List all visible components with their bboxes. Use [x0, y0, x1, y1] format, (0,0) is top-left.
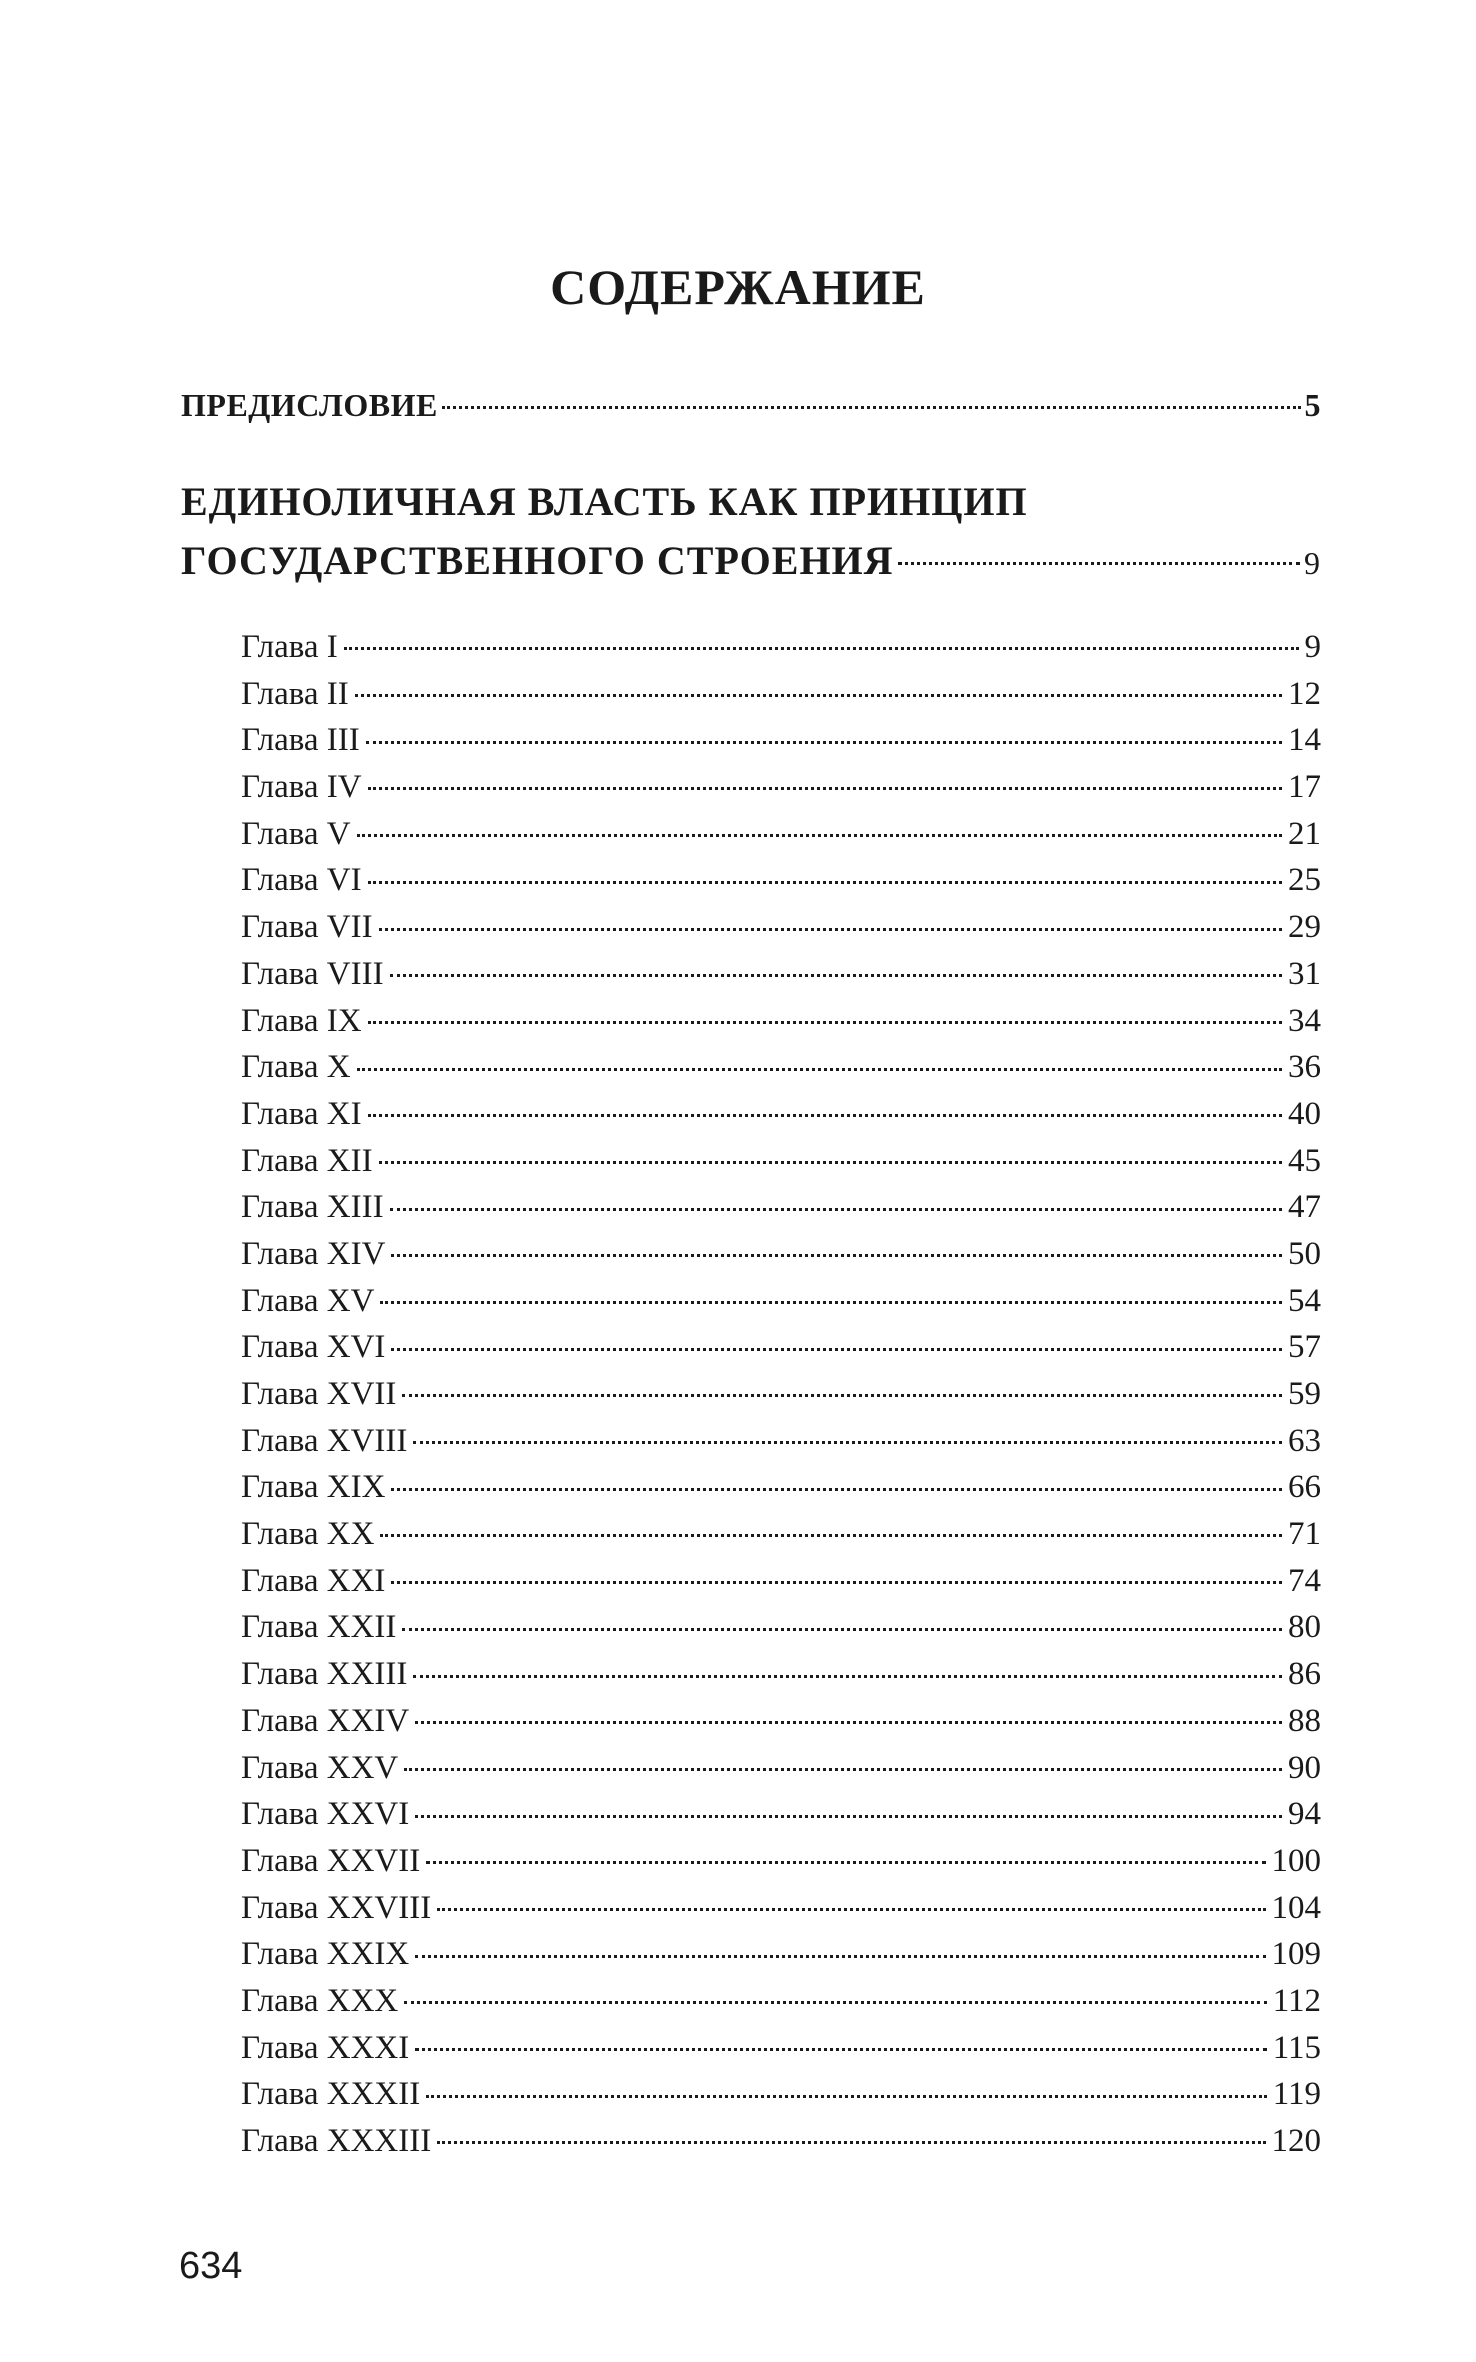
dot-leader — [391, 1464, 1282, 1497]
dot-leader — [357, 811, 1282, 844]
toc-entry-chapter[interactable] — [241, 1044, 1321, 1091]
chapter-page-number: 47 — [1288, 1189, 1321, 1226]
chapter-page-number: 29 — [1288, 909, 1321, 946]
dot-leader — [366, 717, 1282, 750]
toc-entry-chapter[interactable] — [241, 1558, 1321, 1605]
chapter-label: Глава XXIV — [241, 1702, 410, 1739]
dot-leader — [391, 1558, 1282, 1591]
chapter-page-number: 104 — [1271, 1889, 1321, 1926]
toc-entry-chapter[interactable] — [241, 1138, 1321, 1185]
chapter-label: Глава XXII — [241, 1609, 397, 1646]
toc-entry-chapter[interactable] — [241, 857, 1321, 904]
toc-entry-chapter[interactable] — [241, 2071, 1321, 2118]
chapter-page-number: 86 — [1288, 1656, 1321, 1693]
chapter-label: Глава XIV — [241, 1235, 386, 1272]
toc-entry-chapter[interactable] — [241, 811, 1321, 858]
chapter-page-number: 9 — [1304, 629, 1321, 665]
chapter-label: Глава V — [241, 815, 351, 852]
preface-page-number: 5 — [1304, 387, 1321, 423]
dot-leader — [404, 1978, 1266, 2011]
toc-entry-chapter[interactable] — [241, 624, 1321, 671]
dot-leader — [368, 857, 1282, 890]
toc-entry-chapter[interactable] — [241, 764, 1321, 811]
toc-entry-chapter[interactable] — [241, 2025, 1321, 2072]
dot-leader — [898, 534, 1300, 574]
chapter-page-number: 40 — [1288, 1095, 1321, 1132]
toc-entry-chapter[interactable] — [241, 1184, 1321, 1231]
chapter-label: Глава X — [241, 1049, 351, 1086]
chapter-page-number: 45 — [1288, 1142, 1321, 1179]
chapter-label: Глава XXVII — [241, 1842, 421, 1879]
chapter-page-number: 115 — [1272, 2029, 1321, 2066]
toc-entry-chapter[interactable] — [241, 671, 1321, 718]
dot-leader — [368, 1091, 1282, 1124]
chapter-page-number: 57 — [1288, 1329, 1321, 1366]
dot-leader — [355, 671, 1282, 704]
toc-entry-chapter[interactable] — [241, 951, 1321, 998]
toc-entry-chapter[interactable] — [241, 1278, 1321, 1325]
dot-leader — [442, 384, 1301, 416]
chapter-page-number: 17 — [1288, 769, 1321, 806]
chapter-label: Глава II — [241, 675, 349, 712]
dot-leader — [390, 1184, 1282, 1217]
chapter-page-number: 12 — [1288, 675, 1321, 712]
dot-leader — [437, 2118, 1265, 2151]
chapter-page-number: 88 — [1288, 1702, 1321, 1739]
toc-entry-chapter[interactable] — [241, 1418, 1321, 1465]
chapter-label: Глава XI — [241, 1095, 362, 1132]
chapter-label: Глава XV — [241, 1282, 375, 1319]
dot-leader — [426, 1838, 1265, 1871]
dot-leader — [380, 1278, 1282, 1311]
dot-leader — [379, 1138, 1282, 1171]
toc-entry-chapter[interactable] — [241, 1464, 1321, 1511]
chapter-page-number: 14 — [1288, 722, 1321, 759]
toc-entry-chapter[interactable] — [241, 1698, 1321, 1745]
toc-entry-chapter[interactable] — [241, 1885, 1321, 1932]
toc-entry-chapter[interactable] — [241, 1931, 1321, 1978]
dot-leader — [415, 1698, 1282, 1731]
chapter-label: Глава VIII — [241, 955, 384, 992]
section-page-number: 9 — [1304, 545, 1321, 581]
toc-entry-chapter[interactable] — [241, 1324, 1321, 1371]
chapter-label: Глава XX — [241, 1516, 375, 1553]
toc-entry-chapter[interactable] — [241, 1371, 1321, 1418]
chapter-page-number: 120 — [1271, 2123, 1321, 2159]
toc-entry-chapter[interactable] — [241, 1838, 1321, 1885]
preface-label: ПРЕДИСЛОВИЕ — [181, 387, 438, 423]
dot-leader — [402, 1371, 1282, 1404]
dot-leader — [390, 951, 1282, 984]
toc-title: СОДЕРЖАНИЕ — [550, 259, 926, 315]
toc-entry-section[interactable] — [181, 534, 1321, 581]
chapter-label: Глава VII — [241, 909, 373, 946]
dot-leader — [402, 1604, 1282, 1637]
chapter-page-number: 21 — [1288, 815, 1321, 852]
toc-entry-chapter[interactable] — [241, 1091, 1321, 1138]
section-title-line2: ГОСУДАРСТВЕННОГО СТРОЕНИЯ — [181, 538, 894, 583]
toc-entry-chapter[interactable] — [241, 1511, 1321, 1558]
chapter-label: Глава XXIII — [241, 1656, 408, 1693]
chapter-label: Глава III — [241, 722, 360, 759]
chapter-page-number: 54 — [1288, 1282, 1321, 1319]
chapter-label: Глава XXXII — [241, 2076, 421, 2113]
chapter-page-number: 59 — [1288, 1376, 1321, 1412]
chapter-page-number: 100 — [1271, 1842, 1321, 1879]
chapter-page-number: 71 — [1288, 1516, 1321, 1553]
dot-leader — [391, 1324, 1282, 1357]
toc-entry-chapter[interactable] — [241, 1745, 1321, 1792]
chapter-page-number: 80 — [1288, 1609, 1321, 1646]
chapter-page-number: 119 — [1272, 2076, 1321, 2113]
dot-leader — [413, 1418, 1282, 1451]
chapter-label: Глава XXXIII — [241, 2123, 432, 2159]
section-title-line1: ЕДИНОЛИЧНАЯ ВЛАСТЬ КАК ПРИНЦИП — [181, 479, 1028, 524]
chapter-label: Глава VI — [241, 862, 362, 899]
chapter-label: Глава XXV — [241, 1749, 399, 1786]
dot-leader — [380, 1511, 1282, 1544]
chapter-label: Глава XXVIII — [241, 1889, 432, 1926]
chapter-label: Глава IV — [241, 769, 362, 806]
chapter-label: Глава I — [241, 629, 338, 665]
dot-leader — [437, 1885, 1265, 1918]
chapter-label: Глава XXVI — [241, 1796, 410, 1833]
chapter-page-number: 63 — [1288, 1422, 1321, 1459]
chapter-page-number: 109 — [1271, 1936, 1321, 1973]
toc-entry-chapter[interactable] — [241, 1651, 1321, 1698]
toc-entry-chapter[interactable] — [241, 717, 1321, 764]
dot-leader — [415, 1931, 1265, 1964]
chapter-page-number: 94 — [1288, 1796, 1321, 1833]
toc-entry-chapter[interactable] — [241, 2118, 1321, 2165]
chapter-label: Глава XIX — [241, 1469, 386, 1506]
chapter-page-number: 50 — [1288, 1235, 1321, 1272]
chapter-label: Глава XVIII — [241, 1422, 408, 1459]
dot-leader — [426, 2071, 1266, 2104]
chapter-page-number: 31 — [1288, 955, 1321, 992]
toc-entry-chapter[interactable] — [241, 1231, 1321, 1278]
dot-leader — [368, 998, 1282, 1031]
dot-leader — [415, 1791, 1282, 1824]
chapter-label: Глава XVI — [241, 1329, 386, 1366]
toc-entry-chapter[interactable] — [241, 1791, 1321, 1838]
toc-entry-chapter[interactable] — [241, 998, 1321, 1045]
dot-leader — [379, 904, 1282, 937]
chapter-page-number: 112 — [1272, 1982, 1321, 2019]
chapter-page-number: 74 — [1288, 1562, 1321, 1599]
chapter-label: Глава XIII — [241, 1189, 384, 1226]
chapter-page-number: 34 — [1288, 1002, 1321, 1039]
dot-leader — [368, 764, 1282, 797]
page-number: 634 — [179, 2245, 243, 2287]
dot-leader — [344, 624, 1299, 657]
toc-entry-chapter[interactable] — [241, 1604, 1321, 1651]
chapter-page-number: 90 — [1288, 1749, 1321, 1786]
chapter-page-number: 25 — [1288, 862, 1321, 899]
chapter-label: Глава XXX — [241, 1982, 399, 2019]
chapter-label: Глава XII — [241, 1142, 373, 1179]
chapter-label: Глава XXI — [241, 1562, 386, 1599]
toc-entry-chapter[interactable] — [241, 1978, 1321, 2025]
dot-leader — [413, 1651, 1282, 1684]
chapter-label: Глава IX — [241, 1002, 362, 1039]
toc-entry-preface[interactable] — [181, 384, 1321, 424]
toc-entry-chapter[interactable] — [241, 904, 1321, 951]
dot-leader — [404, 1745, 1282, 1778]
chapter-page-number: 36 — [1288, 1049, 1321, 1086]
dot-leader — [391, 1231, 1282, 1264]
chapter-list — [241, 624, 1321, 2165]
chapter-label: Глава XXIX — [241, 1936, 410, 1973]
dot-leader — [357, 1044, 1282, 1077]
chapter-label: Глава XVII — [241, 1376, 397, 1412]
dot-leader — [415, 2025, 1266, 2058]
chapter-label: Глава XXXI — [241, 2029, 410, 2066]
chapter-page-number: 66 — [1288, 1469, 1321, 1506]
